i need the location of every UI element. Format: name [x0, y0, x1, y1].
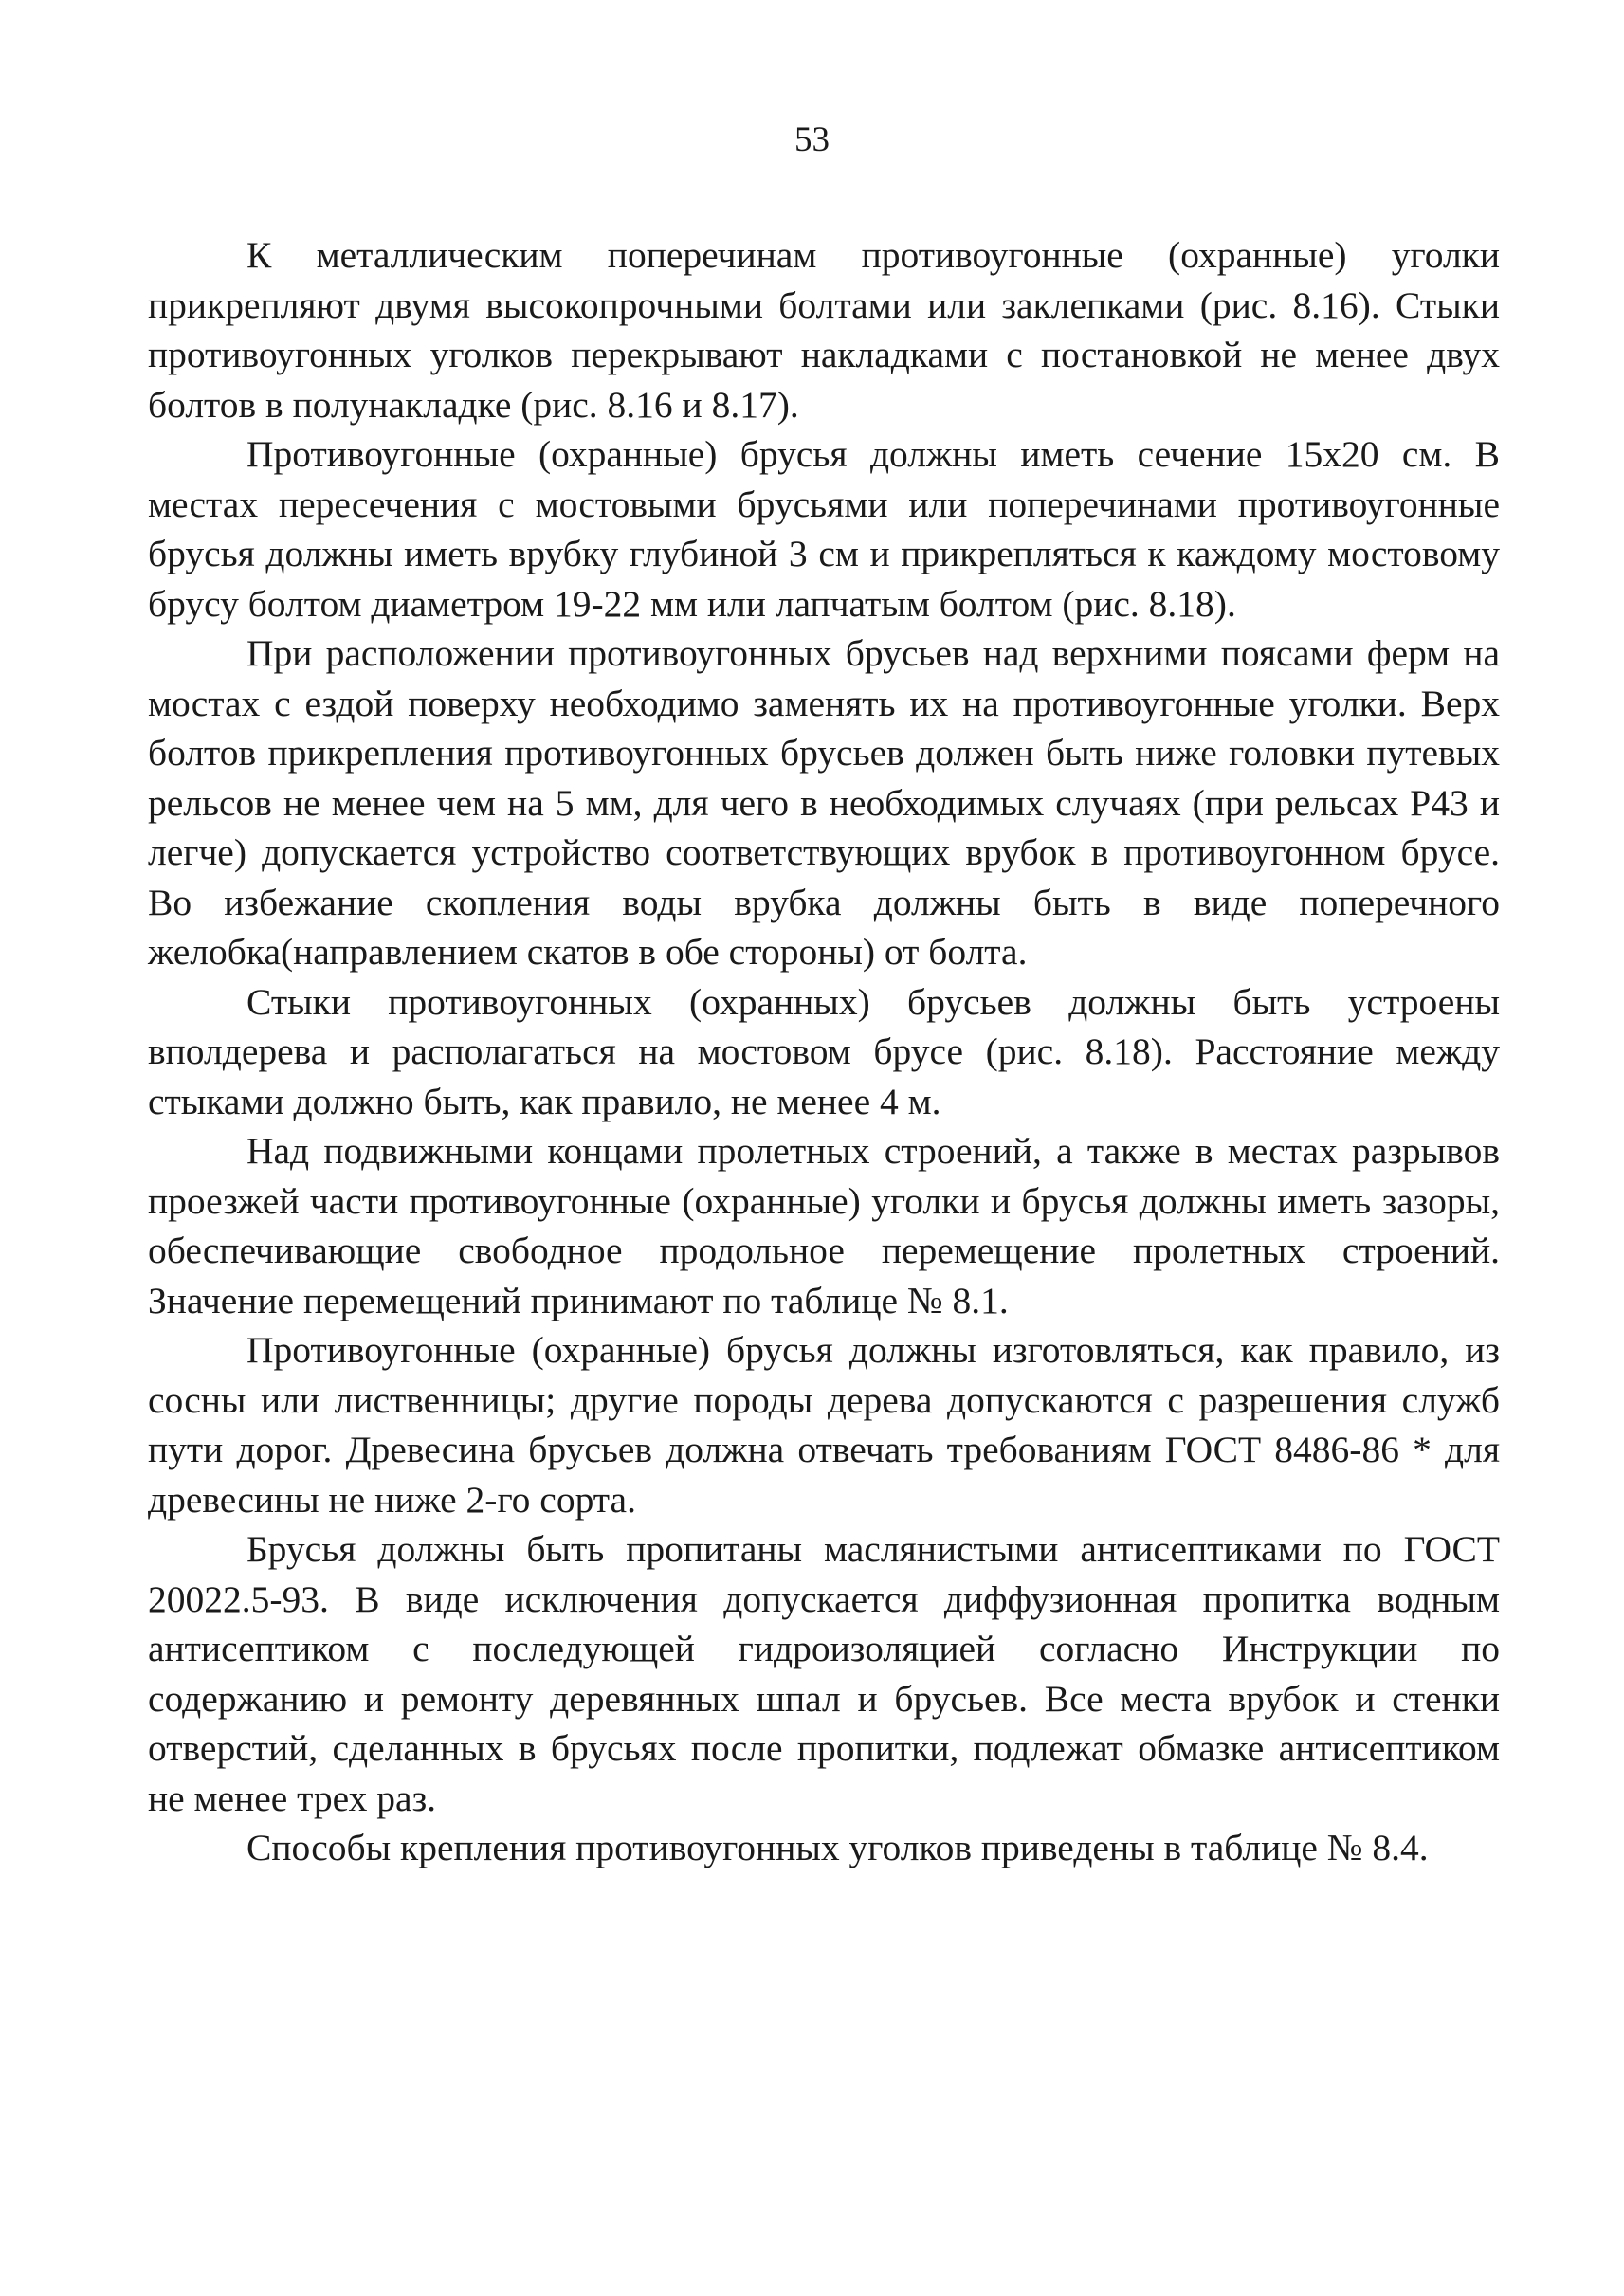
paragraph-beam-joints: Стыки противоугонных (охранных) брусьев должны быть устроены вполдерева и располагаться на мостовом брусе (рис. 8.18). Расстояние между стыками должно быть, как правило, не менее 4 м. — [148, 980, 1500, 1122]
document-body — [148, 230, 1500, 1873]
paragraph-wood-species: Противоугонные (охранные) брусья должны изготовляться, как правило, из сосны или лиственницы; другие породы дерева допускаются с разрешения служб пути дорог. Древесина брусьев должна отвечать требованиям ГОСТ 8486-86 * для древесины не ниже 2-го сорта. — [148, 1329, 1500, 1521]
paragraph-beam-section: Противоугонные (охранные) брусья должны иметь сечение 15x20 см. В местах пересечения с мостовыми брусьями или поперечинами противоугонные брусья должны иметь врубку глубиной 3 см и прикрепляться к каждому мостовому брусу болтом диаметром 19-22 мм или лапчатым болтом (рис. 8.18). — [148, 433, 1500, 625]
paragraph-impregnation: Брусья должны быть пропитаны маслянистыми антисептиками по ГОСТ 20022.5-93. В виде исключения допускается диффузионная пропитка водным антисептиком с последующей гидроизоляцией согласно Инструкции по содержанию и ремонту деревянных шпал и брусьев. Все места врубок и стенки отверстий, сделанных в брусьях после пропитки, подлежат обмазке антисептиком не менее трех раз. — [148, 1528, 1500, 1819]
paragraph-fastening-methods: Способы крепления противоугонных уголков приведены в таблице № 8.4. — [246, 1827, 1429, 1868]
paragraph-beam-placement: При расположении противоугонных брусьев над верхними поясами ферм на мостах с ездой поверху необходимо заменять их на противоугонные уголки. Верх болтов прикрепления противоугонных брусьев должен быть ниже головки путевых рельсов не менее чем на 5 мм, для чего в необходимых случаях (при рельсах Р43 и легче) допускается устройство соответствующих врубок в противоугонном брусе. Во избежание скопления воды врубка должны быть в виде поперечного желобка(направлением скатов в обе стороны) от болта. — [148, 632, 1500, 973]
paragraph-expansion-gaps: Над подвижными концами пролетных строений, а также в местах разрывов проезжей части противоугонные (охранные) уголки и брусья должны иметь зазоры, обеспечивающие свободное продольное перемещение пролетных строений. Значение перемещений принимают по таблице № 8.1. — [148, 1130, 1500, 1321]
page-number: 53 — [794, 120, 830, 159]
paragraph-fastening-angles: К металлическим поперечинам противоугонные (охранные) уголки прикрепляют двумя высокопрочными болтами или заклепками (рис. 8.16). Стыки противоугонных уголков перекрывают накладками с постановкой не менее двух болтов в полунакладке (рис. 8.16 и 8.17). — [148, 234, 1500, 426]
